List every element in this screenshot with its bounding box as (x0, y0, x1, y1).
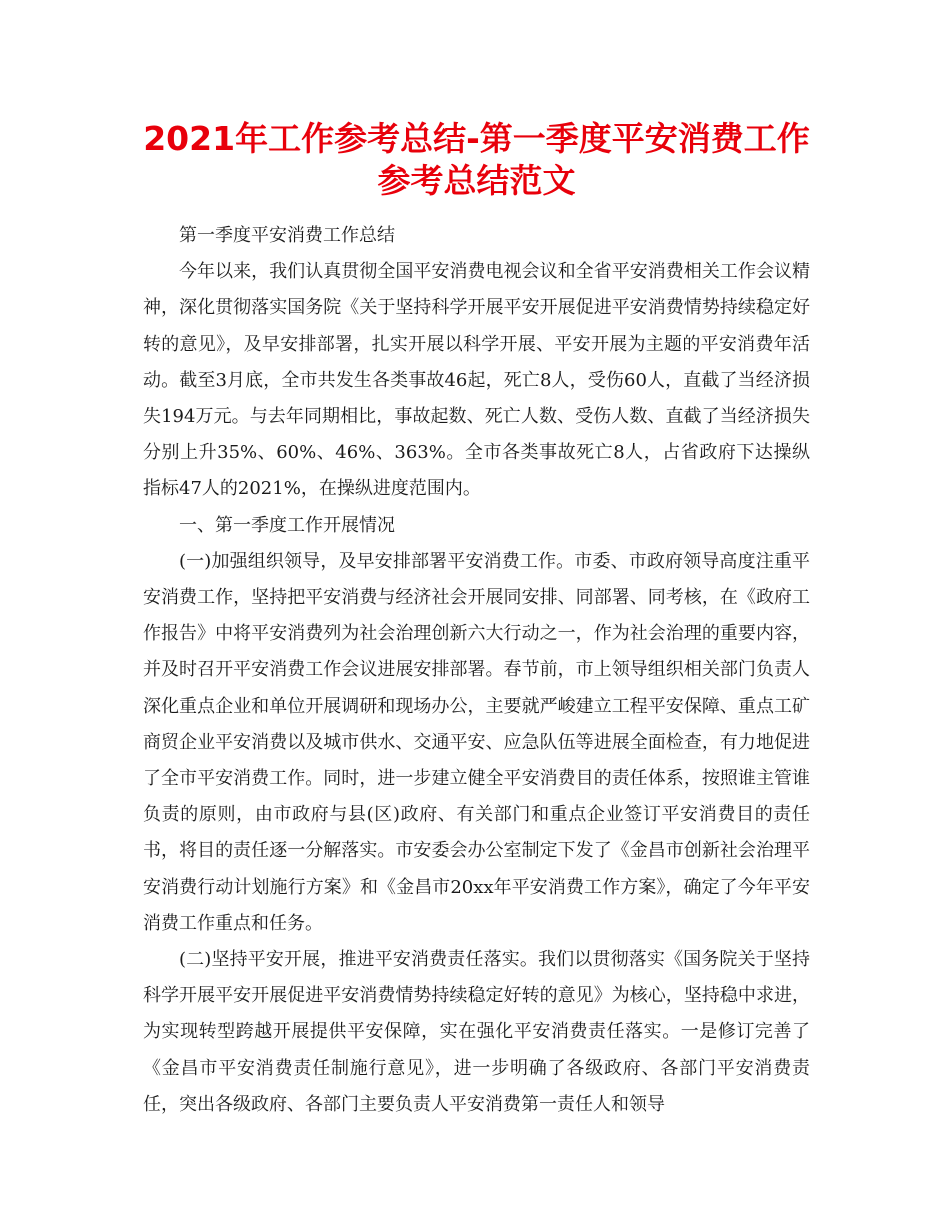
document-title: 2021年工作参考总结-第一季度平安消费工作参考总结范文 (143, 119, 810, 200)
intro-paragraph: 今年以来，我们认真贯彻全国平安消费电视会议和全省平安消费相关工作会议精神，深化贯彻落实国务院《关于坚持科学开展平安开展促进平安消费情势持续稳定好转的意见》，及早安排部署，扎实开展以科学开展、平安开展为主题的平安消费年活动。截至3月底，全市共发生各类事故46起，死亡8人，受伤60人，直截了当经济损失194万元。与去年同期相比，事故起数、死亡人数、受伤人数、直截了当经济损失分别上升35%、60%、46%、363%。全市各类事故死亡8人，占省政府下达操纵指标47人的2021%，在操纵进度范围内。 (143, 261, 810, 500)
part-one-heading: 一、第一季度工作开展情况 (179, 514, 395, 536)
document-body (143, 218, 810, 1123)
section-heading: 第一季度平安消费工作总结 (179, 225, 395, 246)
paragraph-organization: (一)加强组织领导，及早安排部署平安消费工作。市委、市政府领导高度注重平安消费工作，坚持把平安消费与经济社会开展同安排、同部署、同考核，在《政府工作报告》中将平安消费列为社会治理创新六大行动之一，作为社会治理的重要内容，并及时召开平安消费工作会议进展安排部署。春节前，市上领导组织相关部门负责人深化重点企业和单位开展调研和现场办公，主要就严峻建立工程平安保障、重点工矿商贸企业平安消费以及城市供水、交通平安、应急队伍等进展全面检查，有力地促进了全市平安消费工作。同时，进一步建立健全平安消费目的责任体系，按照谁主管谁负责的原则，由市政府与县(区)政府、有关部门和重点企业签订平安消费目的责任书，将目的责任逐一分解落实。市安委会办公室制定下发了《金昌市创新社会治理平安消费行动计划施行方案》和《金昌市20xx年平安消费工作方案》，确定了今年平安消费工作重点和任务。 (143, 550, 810, 934)
paragraph-responsibility: (二)坚持平安开展，推进平安消费责任落实。我们以贯彻落实《国务院关于坚持科学开展平安开展促进平安消费情势持续稳定好转的意见》为核心，坚持稳中求进，为实现转型跨越开展提供平安保障，实在强化平安消费责任落实。一是修订完善了《金昌市平安消费责任制施行意见》，进一步明确了各级政府、各部门平安消费责任，突出各级政府、各部门主要负责人平安消费第一责任人和领导 (143, 949, 810, 1115)
